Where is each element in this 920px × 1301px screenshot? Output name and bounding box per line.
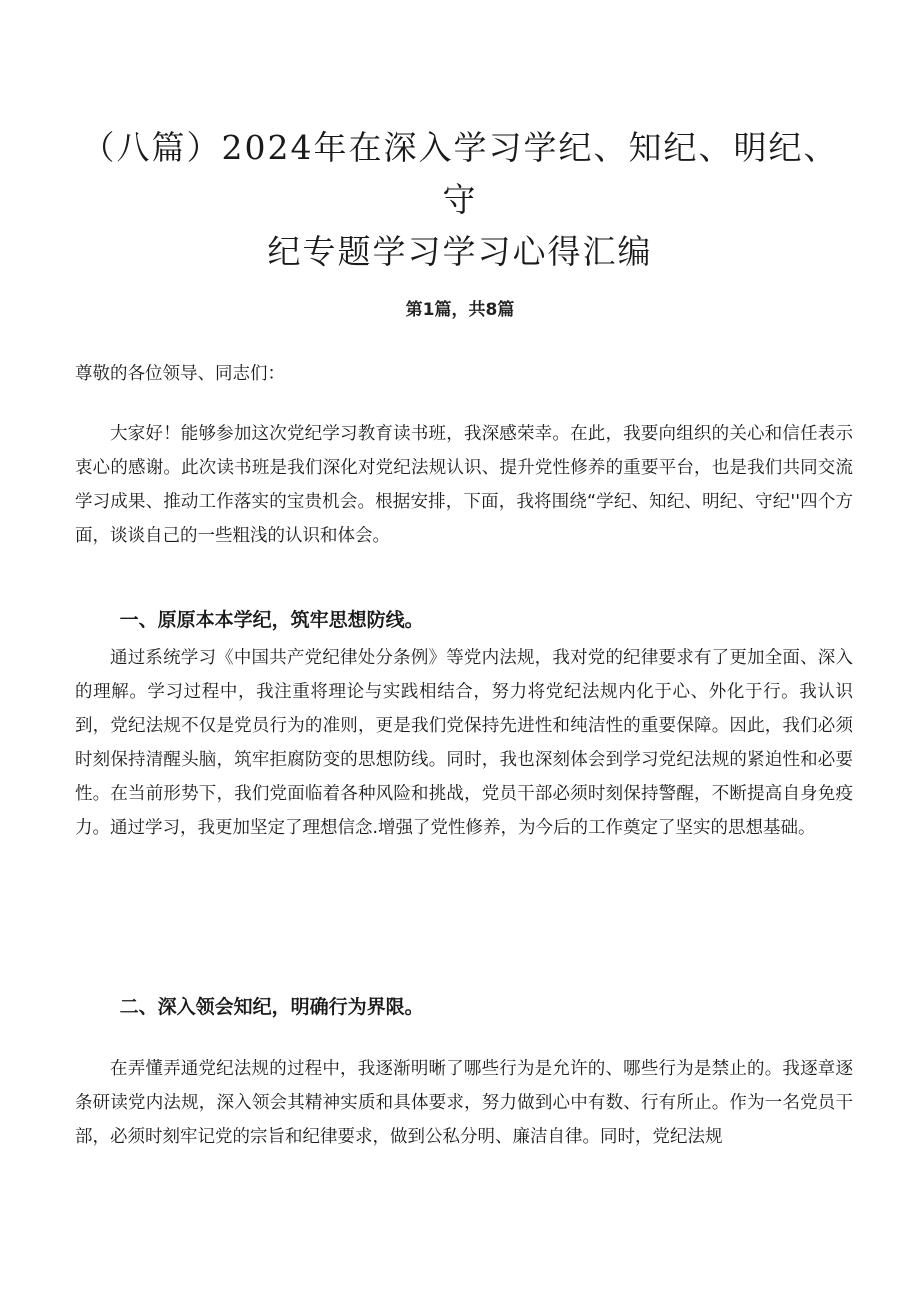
- part-label: 第1篇，共8篇: [405, 300, 515, 320]
- document-title-line-1: （八篇）2024年在深入学习学纪、知纪、明纪、守: [81, 128, 839, 219]
- paragraph-2: 通过系统学习《中国共产党纪律处分条例》等党内法规，我对党的纪律要求有了更加全面、深入的理解。学习过程中，我注重将理论与实践相结合，努力将党纪法规内化于心、外化于行。我认识到，党纪法规不仅是党员行为的准则，更是我们党保持先进性和纯洁性的重要保障。因此，我们必须时刻保持清醒头脑，筑牢拒腐防变的思想防线。同时，我也深刻体会到学习党纪法规的紧迫性和必要性。在当前形势下，我们党面临着各种风险和挑战，党员干部必须时刻保持警醒，不断提高自身免疫力。通过学习，我更加坚定了理想信念.增强了党性修养，为今后的工作奠定了坚实的思想基础。: [75, 648, 853, 838]
- section-heading-2: 二、深入领会知纪，明确行为界限。: [119, 996, 424, 1018]
- paragraph-1: 大家好！能够参加这次党纪学习教育读书班，我深感荣幸。在此，我要向组织的关心和信任表示衷心的感谢。此次读书班是我们深化对党纪法规认识、提升党性修养的重要平台，也是我们共同交流学习成果、推动工作落实的宝贵机会。根据安排，下面，我将围绕“学纪、知纪、明纪、守纪''四个方面，谈谈自己的一些粗浅的认识和体会。: [75, 424, 853, 546]
- section-heading-1: 一、原原本本学纪，筑牢思想防线。: [119, 609, 424, 631]
- document-title-line-2: 纪专题学习学习心得汇编: [267, 232, 653, 271]
- salutation: 尊敬的各位领导、同志们：: [75, 364, 285, 384]
- paragraph-3: 在弄懂弄通党纪法规的过程中，我逐渐明晰了哪些行为是允许的、哪些行为是禁止的。我逐章逐条研读党内法规，深入领会其精神实质和具体要求，努力做到心中有数、行有所止。作为一名党员干部，必须时刻牢记党的宗旨和纪律要求，做到公私分明、廉洁自律。同时，党纪法规: [75, 1059, 853, 1147]
- document-title: [80, 122, 840, 278]
